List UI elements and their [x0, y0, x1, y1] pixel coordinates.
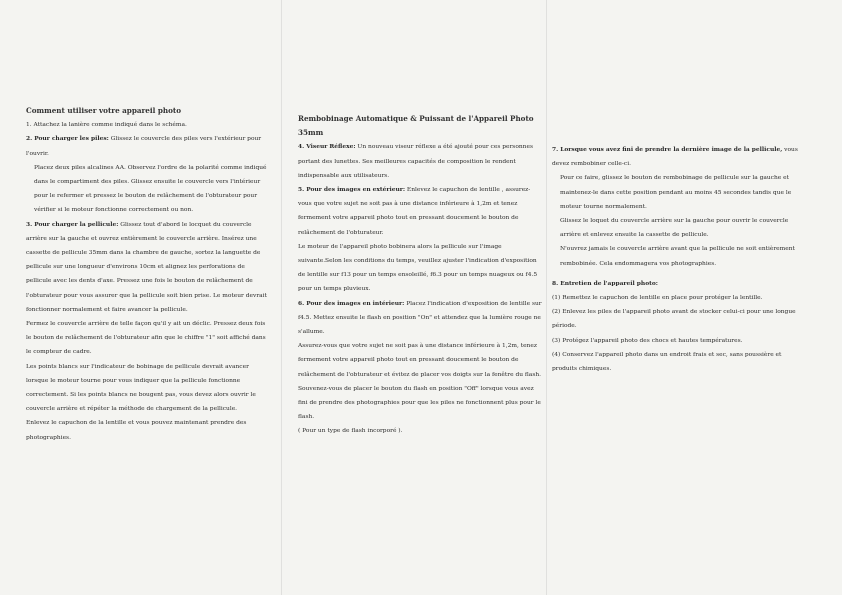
column-1	[26, 104, 272, 445]
column-2-title: Rembobinage Automatique & Puissant de l'Appareil Photo 35mm	[298, 114, 534, 138]
column-3	[552, 143, 800, 376]
column-1-title: Comment utiliser votre appareil photo	[26, 106, 181, 115]
step-4	[298, 140, 542, 183]
step-8-title: 8. Entretien de l'appareil photo:	[552, 279, 658, 287]
step-5	[298, 183, 542, 240]
column-2	[298, 112, 542, 439]
step-2-text: Glissez le couvercle des piles vers l'extérieur pour l'ouvrir.	[26, 136, 262, 157]
step-6-label: 6. Pour des images en intérieur:	[298, 299, 405, 307]
step-7-warning: N'ouvrez jamais le couvercle arrière avant que la pellicule ne soit entièrement rembobinée. Cela endommagera vos photographies.	[560, 246, 795, 267]
step-7-open-cover: Glissez le loquet du couvercle arrière sur la gauche pour ouvrir le couvercle arrière et enlevez ensuite la cassette de pellicule.	[560, 218, 789, 239]
fold-line-left	[281, 0, 282, 595]
step-6-hold: Assurez-vous que votre sujet ne soit pas à une distance inférieure à 1,2m, tenez fermement votre appareil photo tout en pressant doucement le bouton de relâchement de l'obturateur et évitez de placer vos doigts sur la fenêtre du flash.	[298, 343, 542, 378]
step-7-label: 7. Lorsque vous avez fini de prendre la dernière image de la pellicule,	[552, 146, 783, 153]
step-1: 1. Attachez la lanière comme indiqué dans le schéma.	[26, 122, 187, 129]
step-4-text: Un nouveau viseur réflexe a été ajouté pour ces personnes portant des lunettes. Ses meilleures capacités de composition le rendent indispensable aux utilisateurs.	[298, 144, 533, 179]
step-3	[26, 218, 272, 317]
care-item-2: (2) Enlevez les piles de l'appareil photo avant de stocker celui-ci pour une longue période.	[552, 309, 796, 330]
step-6-text: Placez l'indication d'exposition de lentille sur f4.5. Mettez ensuite le flash en position "On" et attendez que la lumière rouge ne s'allume.	[298, 300, 542, 336]
step-6	[298, 297, 542, 340]
care-item-1: (1) Remettez le capuchon de lentille en place pour protéger la lentille.	[552, 295, 763, 302]
step-2	[26, 132, 272, 160]
step-2-detail: Placez deux piles alcalines AA. Observez l'ordre de la polarité comme indiqué dans le compartiment des piles. Glissez ensuite le couvercle vers l'intérieur pour le refermer et pressez le bouton de relâchement de l'obturateur pour vérifier si le moteur fonctionne correctement ou non.	[34, 164, 267, 214]
step-7	[552, 143, 800, 171]
step-7-text: vous devez rembobiner celle-ci.	[552, 147, 798, 168]
step-5-text: Enlevez le capuchon de lentille , assurez-vous que votre sujet ne soit pas à une distance inférieure à 1,2m et tenez fermement votre appareil photo tout en pressant doucement le bouton de relâchement de l'obturateur.	[298, 187, 531, 236]
step-6-note: ( Pour un type de flash incorporé ).	[298, 428, 403, 435]
step-3-remove-cap: Enlevez le capuchon de la lentille et vous pouvez maintenant prendre des photographies.	[26, 420, 247, 441]
step-3-white-dots: Les points blancs sur l'indicateur de bobinage de pellicule devrait avancer lorsque le moteur tourne pour vous indiquer que la pellicule fonctionne correctement. Si les points blancs ne bougent pas, vous devez alors ouvrir le couvercle arrière et répéter la méthode de chargement de la pellicule.	[26, 363, 256, 413]
step-7-rewind: Pour ce faire, glissez le bouton de rembobinage de pellicule sur la gauche et maintenez-le dans cette position pendant au moins 45 secondes tandis que le moteur tourne normalement.	[560, 175, 792, 210]
step-6-flash-off: Souvenez-vous de placer le bouton du flash en position "Off" lorsque vous avez fini de prendre des photographies pour que les piles ne fonctionnent plus pour le flash.	[298, 385, 541, 421]
step-3-close-cover: Fermez le couvercle arrière de telle façon qu'il y ait un déclic. Pressez deux fois le bouton de relâchement de l'obturateur afin que le chiffre "1" soit affiché dans le compteur de cadre.	[26, 321, 266, 356]
care-item-4: (4) Conservez l'appareil photo dans un endroit frais et sec, sans poussière et produits chimiques.	[552, 351, 782, 373]
step-3-text: Glissez tout d'abord le locquet du couvercle arrière sur la gauche et ouvrez entièrement le couvercle arrière. Insérez une cassette de pellicule 35mm dans la chambre de gauche, sortez la languette de pellicule sur une longueur d'environs 10cm et alignez les perforations de pellicule avec les dents d'axe. Pressez une fois le bouton de relâchement de l'obturateur pour vous assurer que la pellicule soit bien prise. Le moteur devrait fonctionner normalement et faire avancer la pellicule.	[26, 221, 267, 313]
step-5-label: 5. Pour des images en extérieur:	[298, 186, 406, 194]
step-2-label: 2. Pour charger les piles:	[26, 135, 109, 143]
step-5-detail: Le moteur de l'appareil photo bobinera alors la pellicule sur l'image suivante.Selon les conditions du temps, veuillez ajuster l'indication d'exposition de lentille sur f13 pour un temps ensoleillé, f6.3 pour un temps nuageux ou f4.5 pour un temps pluvieux.	[298, 243, 538, 293]
step-3-label: 3. Pour charger la pellicule:	[26, 220, 119, 228]
care-item-3: (3) Protégez l'appareil photo des chocs et hautes températures.	[552, 337, 743, 344]
fold-line-right	[546, 0, 547, 595]
step-4-label: 4. Viseur Réflexe:	[298, 143, 356, 151]
